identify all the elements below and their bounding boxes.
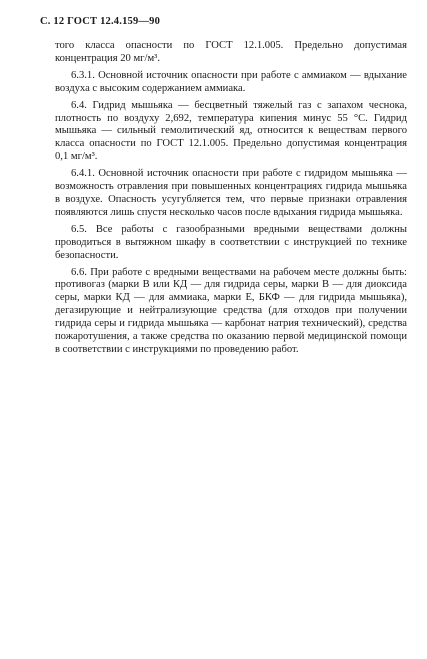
paragraph-6-4-1: 6.4.1. Основной источник опасности при работе с гидридом мышьяка — возможность отравления при повышенных концентрациях гидрида мышьяка в воздухе. Опасность усугубляется тем, что первые признаки отравления появляются лишь спустя несколько часов после вдыхания гидрида мышьяка.	[55, 168, 407, 218]
paragraph-6-4: 6.4. Гидрид мышьяка — бесцветный тяжелый газ с запахом чеснока, плотность по воздуху 2,692, температура кипения минус 55 °С. Гидрид мышьяка — сильный гемолитический яд, относится к веществам первого класса опасности по ГОСТ 12.1.005. Предельно допустимая концентрация 0,1 мг/м³.	[55, 99, 407, 163]
paragraph-6-3-1: 6.3.1. Основной источник опасности при работе с аммиаком — вдыхание воздуха с высоким содержанием аммиака.	[55, 69, 407, 94]
document-body	[55, 40, 407, 361]
page-header	[40, 16, 160, 27]
page-number-and-standard: С. 12 ГОСТ 12.4.159—90	[40, 16, 161, 27]
paragraph-6-6: 6.6. При работе с вредными веществами на рабочем месте должны быть: противогаз (марки В или КД — для гидрида серы, марки В — для диоксида серы, марки КД — для аммиака, марки Е, БКФ — для гидрида мышьяка), дегазирующие и нейтрализующие средства (для отходов при получении гидрида серы и гидрида мышьяка — карбонат натрия технический), средства пожаротушения, а также средства по оказанию первой медицинской помощи в соответствии с инструкциями по проведению работ.	[55, 266, 407, 355]
paragraph-6-5: 6.5. Все работы с газообразными вредными веществами должны проводиться в вытяжном шкафу в соответствии с инструкцией по технике безопасности.	[55, 223, 407, 261]
paragraph-continued: того класса опасности по ГОСТ 12.1.005. Предельно допустимая концентрация 20 мг/м³.	[55, 40, 407, 64]
